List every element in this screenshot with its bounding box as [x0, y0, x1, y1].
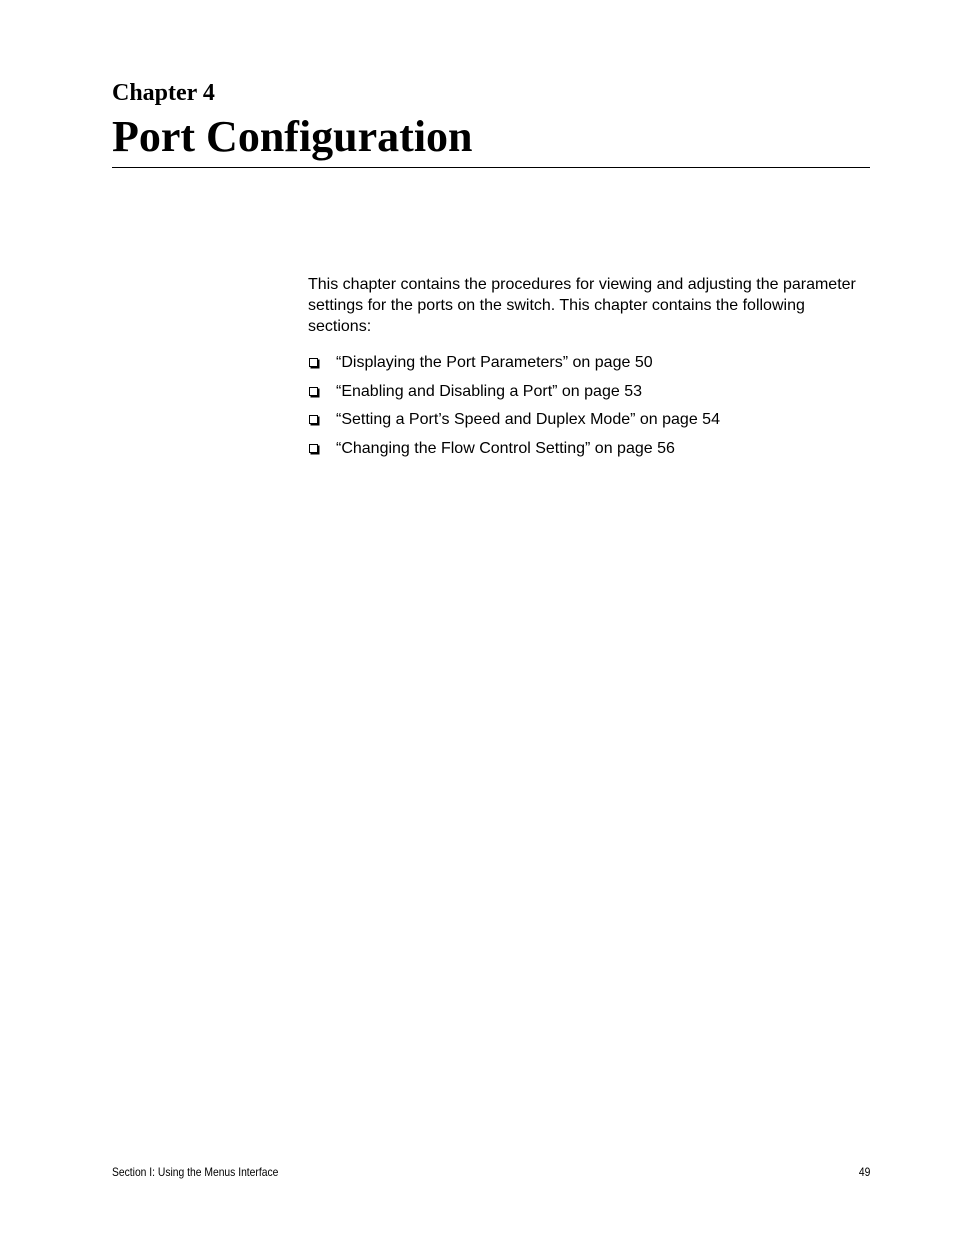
checkbox-bullet-icon	[309, 444, 318, 453]
footer-page-number: 49	[858, 1165, 870, 1179]
title-rule	[112, 167, 870, 168]
chapter-label: Chapter 4	[112, 80, 215, 106]
section-link-displaying-port-parameters[interactable]	[308, 352, 870, 381]
checkbox-bullet-icon	[309, 387, 318, 396]
section-link-label[interactable]: “Setting a Port’s Speed and Duplex Mode” on page 54	[336, 411, 720, 428]
footer-section-name: Section I: Using the Menus Interface	[112, 1165, 279, 1179]
section-list	[308, 352, 870, 466]
checkbox-bullet-icon	[309, 415, 318, 424]
chapter-title: Port Configuration	[112, 112, 473, 161]
section-link-label[interactable]: “Enabling and Disabling a Port” on page 53	[336, 382, 642, 400]
section-link-flow-control-setting[interactable]	[308, 438, 870, 467]
checkbox-bullet-icon	[309, 358, 318, 367]
section-link-label[interactable]: “Changing the Flow Control Setting” on page 56	[336, 439, 675, 457]
intro-paragraph: This chapter contains the procedures for viewing and adjusting the parameter settings for the ports on the switch. This chapter contains the following sections:	[308, 276, 856, 335]
section-link-enabling-disabling-port[interactable]	[308, 381, 870, 410]
section-link-label[interactable]: “Displaying the Port Parameters” on page 50	[336, 354, 653, 371]
section-link-speed-duplex-mode[interactable]	[308, 409, 870, 438]
